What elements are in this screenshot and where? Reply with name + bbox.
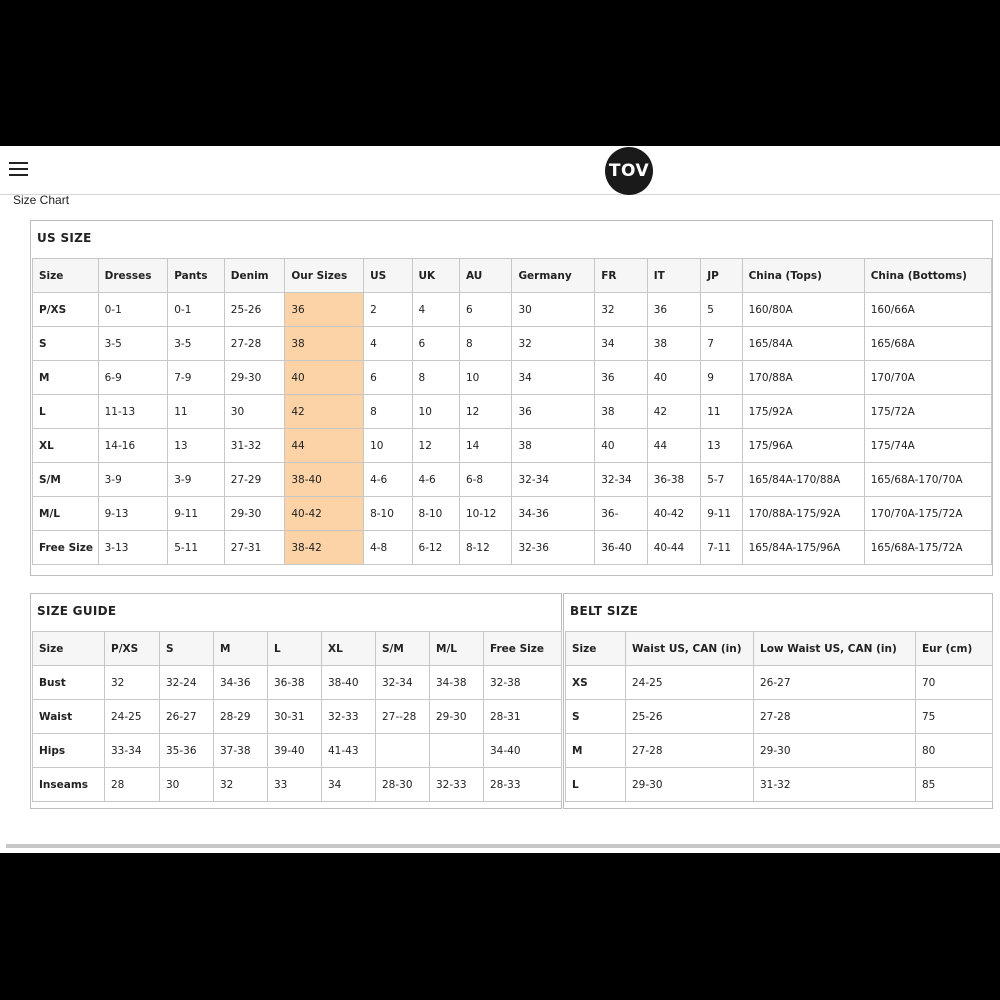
table-cell: 34-38: [430, 666, 484, 700]
column-header: M/L: [430, 632, 484, 666]
table-cell: 3-9: [168, 463, 225, 497]
table-cell: [430, 734, 484, 768]
table-cell: 40: [285, 361, 364, 395]
table-row: [566, 700, 993, 734]
table-cell: 34: [512, 361, 595, 395]
table-cell: 31-32: [224, 429, 285, 463]
table-cell: 175/72A: [864, 395, 991, 429]
column-header: Free Size: [484, 632, 562, 666]
row-label: Bust: [33, 666, 105, 700]
table-cell: 165/84A-175/96A: [742, 531, 864, 565]
table-cell: 28-31: [484, 700, 562, 734]
table-cell: 10-12: [459, 497, 511, 531]
table-header-row: [566, 632, 993, 666]
table-cell: 28: [105, 768, 160, 802]
table-cell: 10: [412, 395, 459, 429]
column-header: Size: [33, 259, 99, 293]
table-cell: 32: [595, 293, 647, 327]
column-header: Size: [33, 632, 105, 666]
table-cell: 5-11: [168, 531, 225, 565]
table-cell: 42: [285, 395, 364, 429]
table-cell: 32-38: [484, 666, 562, 700]
brand-logo[interactable]: TOV: [605, 147, 653, 195]
table-cell: 4-6: [412, 463, 459, 497]
table-cell: 36-38: [268, 666, 322, 700]
table-cell: 165/84A: [742, 327, 864, 361]
column-header: China (Tops): [742, 259, 864, 293]
table-cell: 27-28: [754, 700, 916, 734]
table-cell: 14: [459, 429, 511, 463]
table-cell: 7-11: [701, 531, 742, 565]
table-cell: 30: [160, 768, 214, 802]
table-cell: 26-27: [160, 700, 214, 734]
table-cell: 4-6: [364, 463, 412, 497]
table-cell: 165/68A-175/72A: [864, 531, 991, 565]
table-cell: 6-8: [459, 463, 511, 497]
row-label: L: [566, 768, 626, 802]
top-bar: [0, 146, 1000, 195]
row-label: L: [33, 395, 99, 429]
table-cell: 34-36: [214, 666, 268, 700]
table-cell: 32-34: [376, 666, 430, 700]
table-header-row: [33, 259, 992, 293]
table-cell: 33: [268, 768, 322, 802]
table-cell: 8: [412, 361, 459, 395]
column-header: FR: [595, 259, 647, 293]
table-cell: 34: [322, 768, 376, 802]
table-cell: 170/70A-175/72A: [864, 497, 991, 531]
table-row: [33, 531, 992, 565]
table-cell: 175/96A: [742, 429, 864, 463]
table-cell: 30: [512, 293, 595, 327]
table-cell: 170/88A: [742, 361, 864, 395]
table-cell: 28-33: [484, 768, 562, 802]
size-guide-table: [32, 631, 562, 802]
table-cell: 24-25: [105, 700, 160, 734]
row-label: M: [33, 361, 99, 395]
column-header: XL: [322, 632, 376, 666]
table-cell: 38-42: [285, 531, 364, 565]
table-cell: 40-44: [647, 531, 701, 565]
table-cell: 10: [459, 361, 511, 395]
column-header: Germany: [512, 259, 595, 293]
row-label: Hips: [33, 734, 105, 768]
table-cell: 5: [701, 293, 742, 327]
table-cell: 40-42: [285, 497, 364, 531]
belt-size-title: BELT SIZE: [570, 604, 639, 618]
table-row: [566, 734, 993, 768]
table-cell: 3-9: [98, 463, 168, 497]
page-title: Size Chart: [13, 193, 70, 207]
table-cell: 11: [168, 395, 225, 429]
table-cell: 26-27: [754, 666, 916, 700]
table-cell: 0-1: [168, 293, 225, 327]
table-cell: 36: [285, 293, 364, 327]
table-cell: 36: [647, 293, 701, 327]
table-cell: 36: [595, 361, 647, 395]
table-cell: 5-7: [701, 463, 742, 497]
table-cell: 38-40: [322, 666, 376, 700]
table-cell: 35-36: [160, 734, 214, 768]
row-label: Free Size: [33, 531, 99, 565]
row-label: M/L: [33, 497, 99, 531]
table-cell: 29-30: [224, 361, 285, 395]
table-cell: 40: [647, 361, 701, 395]
app-screen: [0, 146, 1000, 853]
column-header: S/M: [376, 632, 430, 666]
table-cell: 29-30: [430, 700, 484, 734]
column-header: IT: [647, 259, 701, 293]
column-header: Denim: [224, 259, 285, 293]
row-label: S: [566, 700, 626, 734]
table-cell: 36-38: [647, 463, 701, 497]
column-header: Dresses: [98, 259, 168, 293]
column-header: Eur (cm): [916, 632, 993, 666]
table-cell: 175/74A: [864, 429, 991, 463]
table-header-row: [33, 632, 562, 666]
table-cell: 160/80A: [742, 293, 864, 327]
table-cell: 9-13: [98, 497, 168, 531]
table-cell: 32-24: [160, 666, 214, 700]
table-cell: 36: [512, 395, 595, 429]
us-size-title: US SIZE: [37, 231, 92, 245]
table-cell: 4: [364, 327, 412, 361]
belt-size-table: [565, 631, 993, 802]
row-label: M: [566, 734, 626, 768]
table-cell: 36-40: [595, 531, 647, 565]
table-cell: 27-28: [626, 734, 754, 768]
table-cell: 32-33: [322, 700, 376, 734]
belt-size-section: [563, 593, 993, 809]
table-row: [566, 768, 993, 802]
table-cell: 40-42: [647, 497, 701, 531]
table-row: [33, 293, 992, 327]
table-cell: 9-11: [168, 497, 225, 531]
table-cell: 165/68A: [864, 327, 991, 361]
table-cell: 44: [285, 429, 364, 463]
table-cell: 6: [364, 361, 412, 395]
table-cell: 38: [512, 429, 595, 463]
table-cell: 8: [459, 327, 511, 361]
table-cell: 170/70A: [864, 361, 991, 395]
table-cell: 30: [224, 395, 285, 429]
table-cell: 4-8: [364, 531, 412, 565]
table-cell: 40: [595, 429, 647, 463]
table-cell: 29-30: [754, 734, 916, 768]
table-cell: 85: [916, 768, 993, 802]
row-label: P/XS: [33, 293, 99, 327]
table-cell: 170/88A-175/92A: [742, 497, 864, 531]
size-guide-section: [30, 593, 562, 809]
table-cell: 8-10: [412, 497, 459, 531]
row-label: XS: [566, 666, 626, 700]
table-cell: 38: [285, 327, 364, 361]
column-header: L: [268, 632, 322, 666]
table-cell: 32: [512, 327, 595, 361]
table-cell: 28-29: [214, 700, 268, 734]
table-cell: 38: [647, 327, 701, 361]
table-cell: 29-30: [626, 768, 754, 802]
table-cell: [376, 734, 430, 768]
table-cell: 31-32: [754, 768, 916, 802]
table-cell: 27--28: [376, 700, 430, 734]
column-header: Our Sizes: [285, 259, 364, 293]
table-cell: 75: [916, 700, 993, 734]
table-cell: 32-34: [512, 463, 595, 497]
table-cell: 32: [214, 768, 268, 802]
table-cell: 8: [364, 395, 412, 429]
table-cell: 34-36: [512, 497, 595, 531]
table-cell: 0-1: [98, 293, 168, 327]
table-cell: 34-40: [484, 734, 562, 768]
table-row: [33, 327, 992, 361]
table-cell: 8-12: [459, 531, 511, 565]
table-cell: 41-43: [322, 734, 376, 768]
table-cell: 27-28: [224, 327, 285, 361]
table-cell: 42: [647, 395, 701, 429]
table-cell: 4: [412, 293, 459, 327]
table-cell: 2: [364, 293, 412, 327]
table-cell: 11: [701, 395, 742, 429]
table-cell: 70: [916, 666, 993, 700]
hamburger-menu-icon[interactable]: [9, 162, 28, 176]
row-label: S/M: [33, 463, 99, 497]
table-cell: 39-40: [268, 734, 322, 768]
table-cell: 6-12: [412, 531, 459, 565]
table-cell: 14-16: [98, 429, 168, 463]
table-cell: 32: [105, 666, 160, 700]
table-cell: 3-5: [98, 327, 168, 361]
table-cell: 165/84A-170/88A: [742, 463, 864, 497]
table-cell: 13: [701, 429, 742, 463]
table-row: [33, 700, 562, 734]
table-cell: 8-10: [364, 497, 412, 531]
table-cell: 34: [595, 327, 647, 361]
column-header: Waist US, CAN (in): [626, 632, 754, 666]
size-guide-title: SIZE GUIDE: [37, 604, 117, 618]
row-label: Inseams: [33, 768, 105, 802]
column-header: JP: [701, 259, 742, 293]
table-cell: 38-40: [285, 463, 364, 497]
column-header: Size: [566, 632, 626, 666]
table-cell: 80: [916, 734, 993, 768]
table-row: [33, 666, 562, 700]
table-cell: 29-30: [224, 497, 285, 531]
table-cell: 25-26: [626, 700, 754, 734]
table-cell: 25-26: [224, 293, 285, 327]
table-cell: 44: [647, 429, 701, 463]
us-size-section: [30, 220, 993, 576]
table-cell: 12: [412, 429, 459, 463]
table-row: [33, 361, 992, 395]
column-header: P/XS: [105, 632, 160, 666]
us-size-table: [32, 258, 992, 565]
row-label: Waist: [33, 700, 105, 734]
table-cell: 165/68A-170/70A: [864, 463, 991, 497]
table-cell: 3-5: [168, 327, 225, 361]
table-cell: 33-34: [105, 734, 160, 768]
table-cell: 13: [168, 429, 225, 463]
row-label: S: [33, 327, 99, 361]
table-cell: 24-25: [626, 666, 754, 700]
column-header: China (Bottoms): [864, 259, 991, 293]
table-cell: 30-31: [268, 700, 322, 734]
column-header: S: [160, 632, 214, 666]
table-cell: 3-13: [98, 531, 168, 565]
table-row: [33, 463, 992, 497]
table-cell: 175/92A: [742, 395, 864, 429]
bottom-divider: [6, 844, 1000, 848]
table-cell: 27-31: [224, 531, 285, 565]
table-cell: 11-13: [98, 395, 168, 429]
table-cell: 37-38: [214, 734, 268, 768]
table-row: [33, 429, 992, 463]
table-cell: 32-36: [512, 531, 595, 565]
table-cell: 27-29: [224, 463, 285, 497]
table-cell: 6-9: [98, 361, 168, 395]
table-cell: 7-9: [168, 361, 225, 395]
column-header: Pants: [168, 259, 225, 293]
table-row: [33, 395, 992, 429]
table-cell: 32-33: [430, 768, 484, 802]
table-cell: 160/66A: [864, 293, 991, 327]
table-cell: 12: [459, 395, 511, 429]
column-header: Low Waist US, CAN (in): [754, 632, 916, 666]
table-row: [33, 497, 992, 531]
table-cell: 28-30: [376, 768, 430, 802]
table-cell: 7: [701, 327, 742, 361]
table-cell: 10: [364, 429, 412, 463]
column-header: AU: [459, 259, 511, 293]
table-cell: 36-: [595, 497, 647, 531]
table-row: [33, 734, 562, 768]
table-cell: 38: [595, 395, 647, 429]
row-label: XL: [33, 429, 99, 463]
table-cell: 6: [412, 327, 459, 361]
table-cell: 6: [459, 293, 511, 327]
column-header: UK: [412, 259, 459, 293]
column-header: US: [364, 259, 412, 293]
table-row: [566, 666, 993, 700]
table-cell: 32-34: [595, 463, 647, 497]
table-row: [33, 768, 562, 802]
column-header: M: [214, 632, 268, 666]
table-cell: 9-11: [701, 497, 742, 531]
table-cell: 9: [701, 361, 742, 395]
